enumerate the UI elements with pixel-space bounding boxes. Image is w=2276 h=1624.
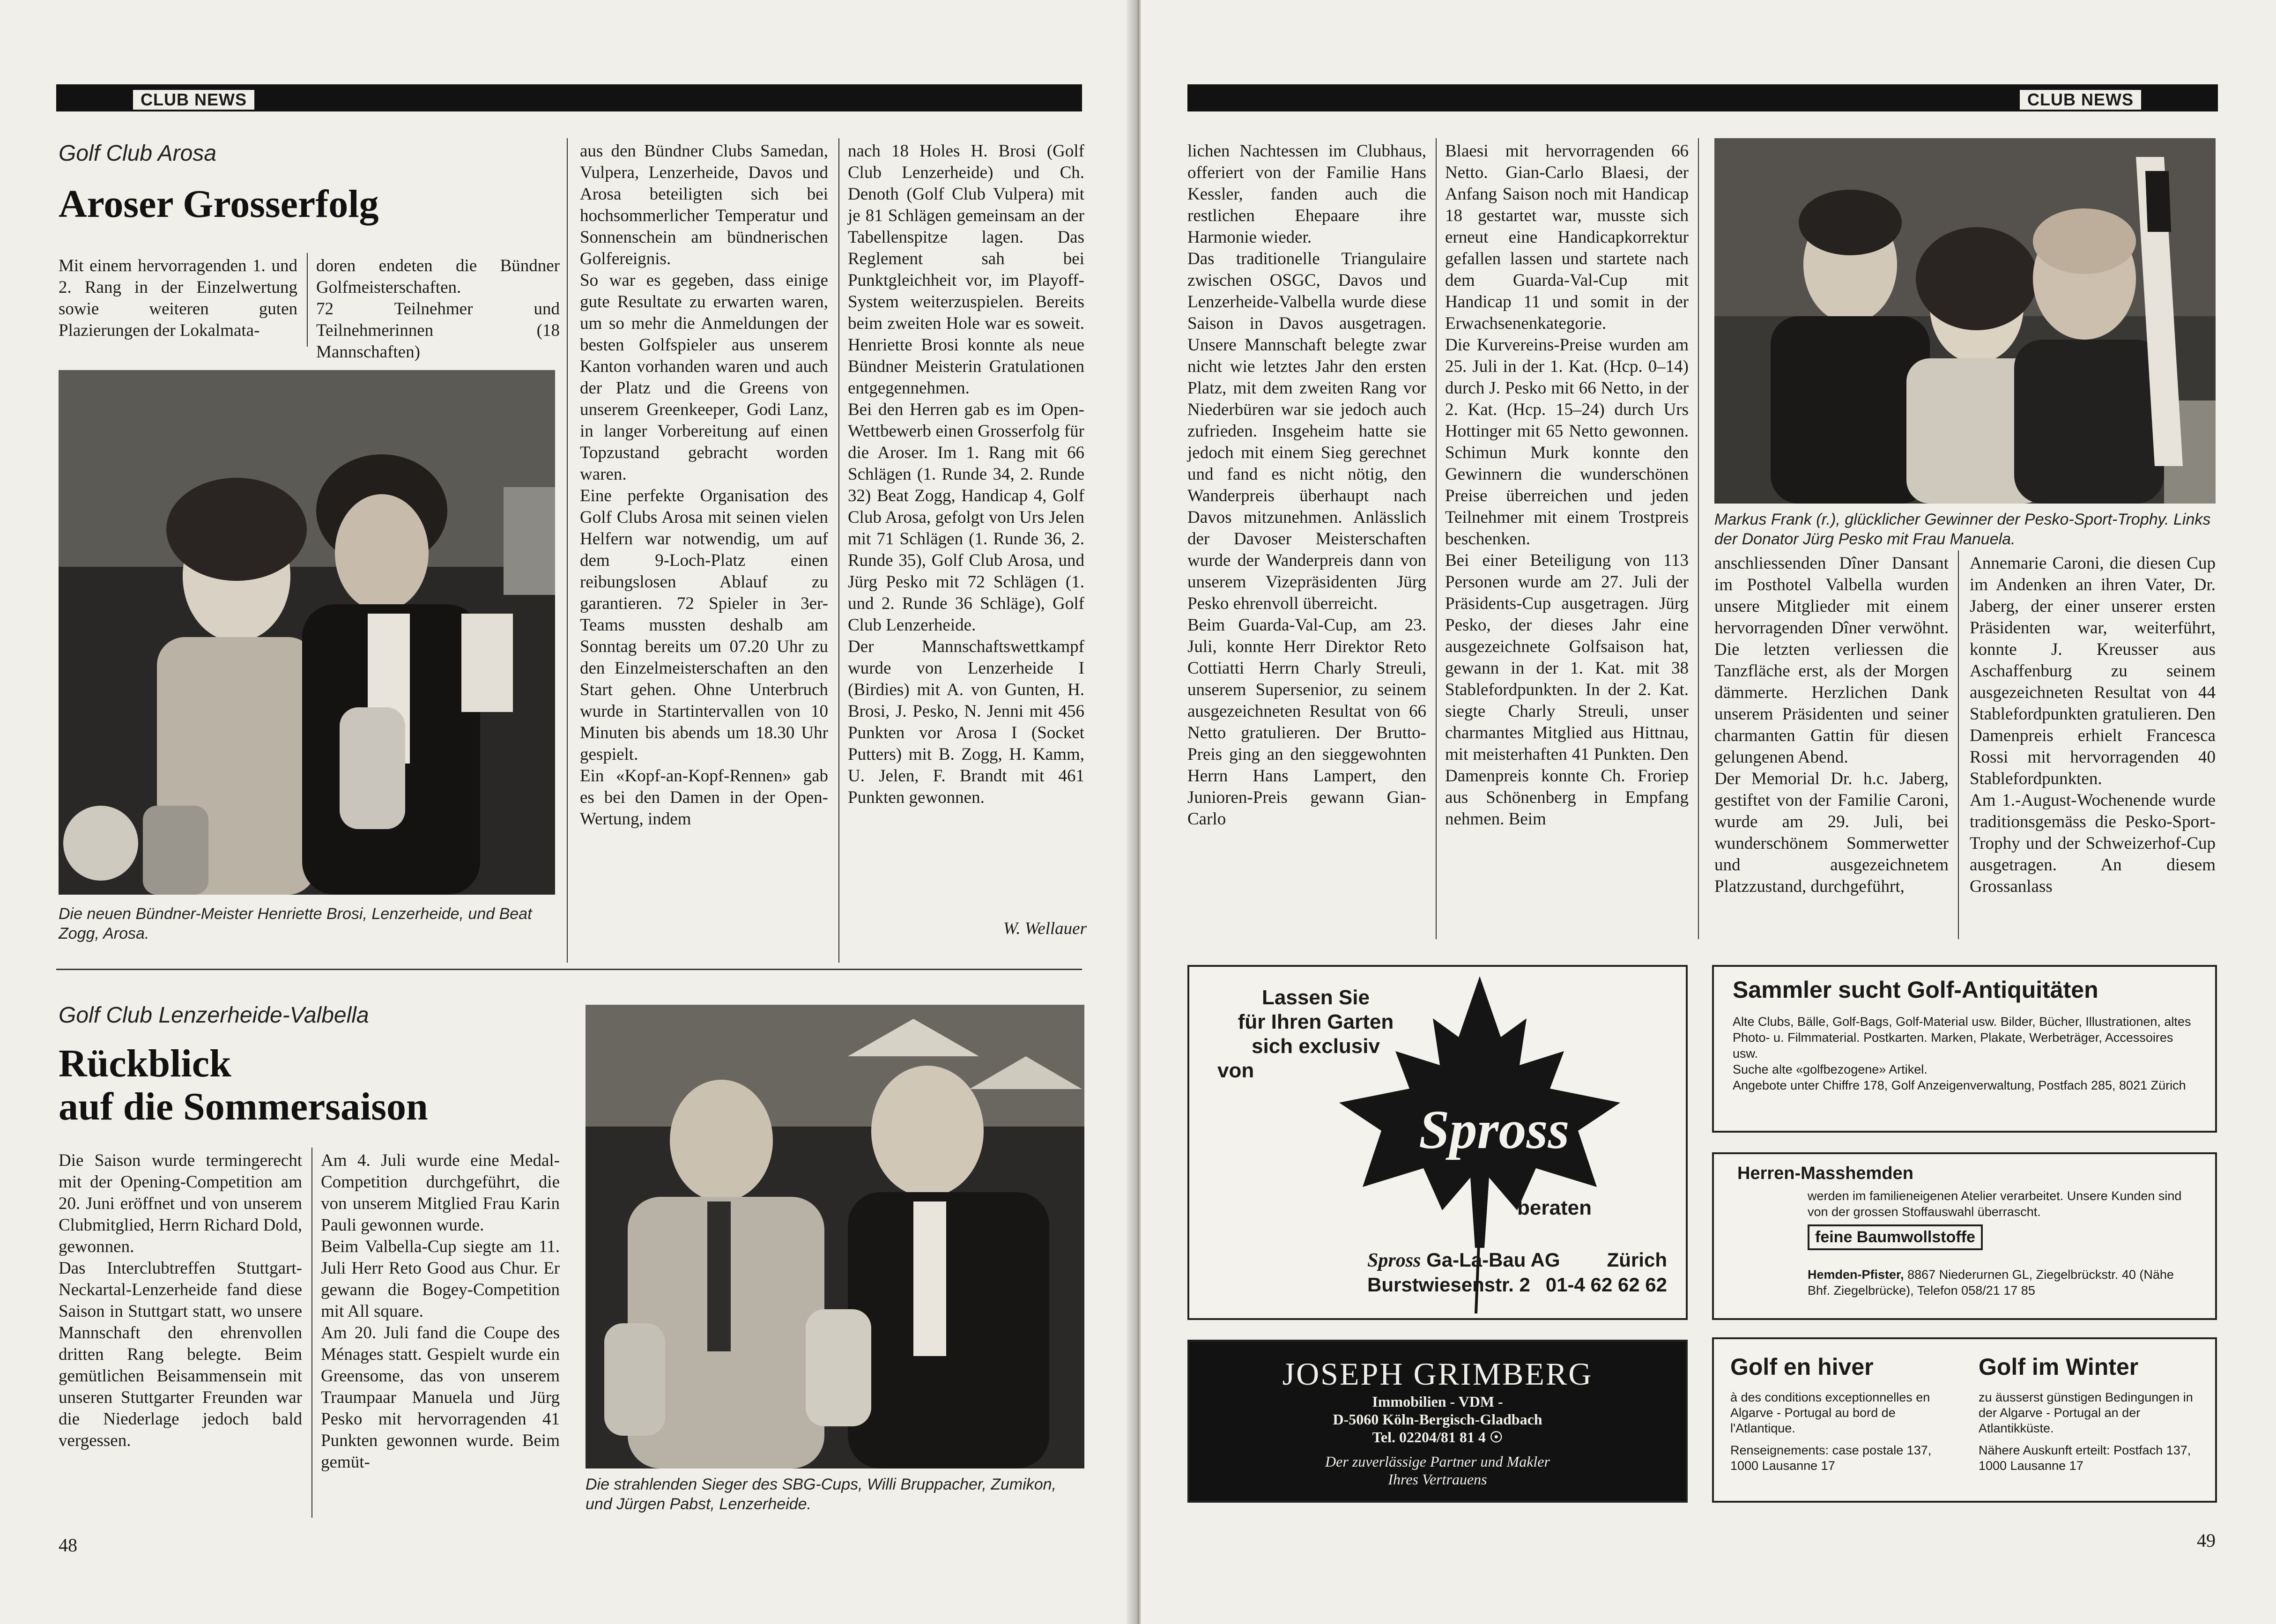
headline-line: Rückblick bbox=[59, 1042, 231, 1085]
grimberg-slogan2: Ihres Vertrauens bbox=[1388, 1471, 1487, 1488]
hiver-text-de2: Nähere Auskunft erteilt: Postfach 137, 1000 Lausanne 17 bbox=[1979, 1443, 2191, 1473]
photo-caption-3: Markus Frank (r.), glücklicher Gewinner der Pesko-Sport-Trophy. Links der Donator Jürg Pesko mit Frau Manuela. bbox=[1714, 511, 2211, 548]
column-rule bbox=[307, 253, 308, 347]
sammler-text2: Suche alte «golfbezogene» Artikel. bbox=[1733, 1062, 1928, 1076]
slogan-line: für Ihren Garten bbox=[1238, 1010, 1394, 1033]
spross-company: Ga-La-Bau AG bbox=[1426, 1249, 1560, 1271]
article1-column-3: aus den Bündner Clubs Samedan, Vulpera, Lenzerheide, Davos und Arosa beteiligten sich bei hochsommerlicher Temperatur und Sonnenschein am bündnerischen Golfereignis. So war es gegeben, dass einige gute Resultate zu erwarten waren, um so mehr die Anmeldungen der besten Golfspieler aus unserem Kanton vorhanden waren und auch der Platz und die Greens von unserem Greenkeeper, Godi Lanz, in langer Vorbereitung auf einen Topzustand gebracht worden waren. Eine perfekte Organisation des Golf Clubs Arosa mit seinen vielen Helfern war notwendig, um auf dem 9-Loch-Platz einen reibungslosen Ablauf zu garantieren. 72 Spieler in 3er-Teams mussten deshalb am Sonntag bereits um 07.20 Uhr zu den Einzelmeisterschaften an den Start gehen. Ohne Unterbruch wurde in Startintervallen von 10 Minuten bis abends um 18.30 Uhr gespielt. Ein «Kopf-an-Kopf-Rennen» gab es bei den Damen in der Open-Wertung, indem bbox=[580, 141, 828, 829]
ad-sammler bbox=[1712, 965, 2217, 1133]
photo-caption-2: Die strahlenden Sieger des SBG-Cups, Willi Bruppacher, Zumikon, und Jürgen Pabst, Lenzerheide. bbox=[586, 1476, 1057, 1513]
spross-address: Burstwiesenstr. 2 bbox=[1367, 1274, 1530, 1296]
spross-beraten: beraten bbox=[1517, 1196, 1592, 1219]
grimberg-slogan1: Der zuverlässige Partner und Makler bbox=[1325, 1453, 1550, 1470]
column-rule bbox=[1698, 138, 1699, 939]
photo-illustration bbox=[586, 1005, 1084, 1468]
club-news-tag: CLUB NEWS bbox=[131, 88, 256, 111]
photo-sbg-cup-winners bbox=[586, 1005, 1084, 1468]
spross-slogan bbox=[1217, 986, 1414, 1083]
column-rule bbox=[1958, 550, 1959, 939]
slogan-line: sich exclusiv bbox=[1252, 1035, 1380, 1058]
section-header-bar bbox=[56, 84, 1082, 111]
intro-column-1: Mit einem hervorragenden 1. und 2. Rang in der Einzelwertung sowie weiteren guten Plazierungen der Lokalmata- bbox=[59, 256, 297, 340]
hiver-fr bbox=[1730, 1353, 1950, 1474]
club-news-tag: CLUB NEWS bbox=[2018, 88, 2143, 111]
hemden-contact-block bbox=[1808, 1267, 2192, 1298]
sammler-text3: Angebote unter Chiffre 178, Golf Anzeigenverwaltung, Postfach 285, 8021 Zürich bbox=[1733, 1078, 2186, 1092]
spross-small-logo: Spross bbox=[1367, 1250, 1421, 1271]
photo-brosi-zogg bbox=[59, 370, 555, 895]
column-rule bbox=[311, 1148, 312, 1518]
hiver-text-de1: zu äusserst günstigen Bedingungen in der Algarve - Portugal an der Atlantikküste. bbox=[1979, 1390, 2193, 1435]
section-header-bar bbox=[1187, 84, 2218, 111]
sammler-text1: Alte Clubs, Bälle, Golf-Bags, Golf-Material usw. Bilder, Bücher, Illustrationen, altes Photo- u. Filmmaterial. Postkarten. Marken, Plakate, Werbeträger, Accessoires usw. bbox=[1733, 1015, 2191, 1060]
spross-city: Zürich bbox=[1607, 1249, 1667, 1271]
article-headline bbox=[59, 1042, 428, 1128]
article1-column-4: nach 18 Holes H. Brosi (Golf Club Lenzerheide) und Ch. Denoth (Golf Club Vulpera) mit je 81 Schlägen gemeinsam an der Tabellenspitze lagen. Das Reglement sah bei Punktgleichheit vor, im Playoff-System weiterzuspielen. Bereits beim zweiten Hole war es soweit. Henriette Brosi konnte als neue Bündner Meisterin Gratulationen entgegennehmen. Bei den Herren gab es im Open-Wettbewerb einen Grosserfolg für die Aroser. Im 1. Rang mit 66 Schlägen (1. Runde 34, 2. Runde 32) Beat Zogg, Handicap 4, Golf Club Arosa, gefolgt von Urs Jelen mit 71 Schlägen (1. Runde 36, 2. Runde 35), Golf Club Arosa, und Jürg Pesko mit 72 Schlägen (1. und 2. Runde 36 Schläge), Golf Club Lenzerheide. Der Mannschaftswettkampf wurde von Lenzerheide I (Birdies) mit A. von Gunten, H. Brosi, J. Pesko, N. Jenni mit 456 Punkten vor Arosa I (Socket Putters) mit B. Zogg, H. Kamm, U. Jelen, F. Brandt mit 461 Punkten gewonnen. bbox=[848, 141, 1084, 807]
ad-spross bbox=[1187, 965, 1688, 1320]
column-rule bbox=[838, 138, 839, 963]
right-column-4: Annemarie Caroni, die diesen Cup im Andenken an ihren Vater, Dr. Jaberg, der einer unserer ersten Präsidenten war, weiterführt, konnte J. Kreusser aus Aschaffenburg zu seinem ausgezeichneten Resultat von 44 Stablefordpunkten gratulieren. Den Damenpreis erhielt Francesca Rossi mit hervorragenden 40 Stablefordpunkten. Am 1.-August-Wochenende wurde traditionsgemäss die Pesko-Sport-Trophy und der Schweizerhof-Cup ausgetragen. An diesem Grossanlass bbox=[1970, 554, 2216, 896]
slogan-line: von bbox=[1217, 1059, 1254, 1082]
sammler-title: Sammler sucht Golf-Antiquitäten bbox=[1733, 977, 2098, 1003]
hemden-contact: 8867 Niederurnen GL, Ziegelbrückstr. 40 (Nähe Bhf. Ziegelbrücke), Telefon 058/21 17 85 bbox=[1808, 1268, 2174, 1298]
author-byline: W. Wellauer bbox=[1003, 919, 1087, 938]
page-number: 49 bbox=[2197, 1530, 2216, 1551]
grimberg-content bbox=[1189, 1356, 1686, 1488]
grimberg-line2: D-5060 Köln-Bergisch-Gladbach bbox=[1333, 1411, 1542, 1428]
sammler-text bbox=[1733, 1014, 2192, 1093]
article-divider bbox=[56, 969, 1082, 970]
spross-contact bbox=[1367, 1248, 1667, 1297]
ad-golf-hiver bbox=[1712, 1337, 2217, 1503]
hiver-de bbox=[1979, 1353, 2199, 1474]
right-column-1: lichen Nachtessen im Clubhaus, offeriert von der Familie Hans Kessler, fanden auch die restlichen Ehepaare ihre Harmonie wieder. Das traditionelle Triangulaire zwischen OSGC, Davos und Lenzerheide-Valbella wurde diese Saison in Davos ausgetragen. Unsere Mannschaft belegte zwar nicht wie letztes Jahr den ersten Platz, mit dem zweiten Rang vor Niederbüren war sie jedoch auch zufrieden. Insgeheim hatte sie jedoch mit einem Sieg gerechnet und fand es nicht nötig, den Wanderpreis überhaupt nach Davos mitzunehmen. Anlässlich der Davoser Meisterschaften wurde der Wanderpreis dann von unserem Vizepräsidenten Jürg Pesko ehrenvoll überreicht. Beim Guarda-Val-Cup, am 23. Juli, konnte Herr Direktor Reto Cottiatti Herrn Charly Streuli, unserem Supersenior, zu seinem ausgezeichneten Resultat von 66 Netto gratulieren. Der Brutto-Preis ging an den sieggewohnten Herrn Hans Lampert, den Junioren-Preis gewann Gian-Carlo bbox=[1187, 141, 1426, 829]
intro-column-2: doren endeten die Bündner Golfmeisterschaften. 72 Teilnehmer und Teilnehmerinnen (18 Mannschaften) bbox=[316, 256, 560, 362]
article-kicker: Golf Club Lenzerheide-Valbella bbox=[59, 1003, 369, 1028]
article2-column-1: Die Saison wurde termingerecht mit der Opening-Competition am 20. Juni eröffnet und von unserem Clubmitglied, Herrn Richard Dold, gewonnen. Das Interclubtreffen Stuttgart-Neckartal-Lenzerheide fand diese Saison in Stuttgart statt, wo unsere Mannschaft den ehrenvollen dritten Rang belegte. Beim gemütlichen Beisammensein mit unseren Stuttgarter Freunden war die Niederlage jedoch bald vergessen. bbox=[59, 1151, 302, 1450]
ad-grimberg bbox=[1187, 1340, 1688, 1503]
page-number: 48 bbox=[59, 1535, 77, 1556]
photo-illustration bbox=[1714, 138, 2216, 504]
spross-logo: Spross bbox=[1419, 1099, 1570, 1160]
grimberg-name: JOSEPH GRIMBERG bbox=[1282, 1356, 1593, 1392]
photo-illustration bbox=[59, 370, 555, 895]
headline-line: auf die Sommersaison bbox=[59, 1085, 428, 1128]
hiver-title-fr: Golf en hiver bbox=[1730, 1354, 1874, 1380]
spross-phone: 01-4 62 62 62 bbox=[1545, 1274, 1667, 1296]
photo-pesko-trophy bbox=[1714, 138, 2216, 504]
photo-caption-1: Die neuen Bündner-Meister Henriette Brosi, Lenzerheide, und Beat Zogg, Arosa. bbox=[59, 905, 532, 942]
article-kicker: Golf Club Arosa bbox=[59, 141, 217, 166]
hemden-boxed: feine Baumwollstoffe bbox=[1808, 1224, 1983, 1250]
right-column-2: Blaesi mit hervorragenden 66 Netto. Gian-Carlo Blaesi, der Anfang Saison noch mit Handicap 18 gestartet war, musste sich erneut eine Handicapkorrektur gefallen lassen und startete nach dem Guarda-Val-Cup mit Handicap 11 und somit in der Erwachsenenkategorie. Die Kurvereins-Preise wurden am 25. Juli in der 1. Kat. (Hcp. 0–14) durch J. Pesko mit 66 Netto, in der 2. Kat. (Hcp. 15–24) durch Urs Hottinger mit 65 Netto gewonnen. Schimun Murk konnte den Gewinnern die wunderschönen Preise überreichen und jeden Teilnehmer mit einem Trostpreis beschenken. Bei einer Beteiligung von 113 Personen wurde am 27. Juli der Präsidents-Cup ausgetragen. Jürg Pesko, der dieses Jahr eine ausgezeichnete Golfsaison hat, gewann in der 1. Kat. mit 38 Stablefordpunkten. In der 2. Kat. siegte Charly Streuli, unser charmantes Mitglied aus Hittnau, mit meisterhaften 41 Punkten. Den Damenpreis konnte Ch. Froriep aus Schönenberg in Empfang nehmen. Beim bbox=[1445, 141, 1689, 829]
ad-hemden bbox=[1712, 1152, 2217, 1320]
slogan-line: Lassen Sie bbox=[1262, 986, 1370, 1009]
column-rule bbox=[1436, 138, 1437, 939]
hiver-text-fr2: Renseignements: case postale 137, 1000 Lausanne 17 bbox=[1730, 1443, 1932, 1473]
hemden-contact-name: Hemden-Pfister, bbox=[1808, 1268, 1904, 1282]
hemden-title: Herren-Masshemden bbox=[1737, 1164, 1913, 1183]
spross-contact-line1 bbox=[1367, 1248, 1667, 1273]
right-column-3: anschliessenden Dîner Dansant im Posthotel Valbella wurden unsere Mitglieder mit einem hervorragenden Dîner verwöhnt. Die letzten verliessen die Tanzfläche erst, als der Morgen dämmerte. Herzlichen Dank unserem Präsidenten und seiner charmanten Gattin für diesen gelungenen Abend. Der Memorial Dr. h.c. Jaberg, gestiftet von der Familie Caroni, wurde am 29. Juli, bei wunderschönem Sommerwetter und ausgezeichnetem Platzzustand, durchgeführt, bbox=[1714, 554, 1949, 896]
hemden-text: werden im familieneigenen Atelier verarbeitet. Unsere Kunden sind von der grossen Stoffauswahl überrascht. bbox=[1808, 1189, 2182, 1219]
article-headline: Aroser Grosserfolg bbox=[59, 182, 379, 226]
grimberg-line1: Immobilien - VDM - bbox=[1372, 1393, 1503, 1410]
spross-contact-line2 bbox=[1367, 1273, 1667, 1297]
article2-column-2: Am 4. Juli wurde eine Medal-Competition durchgeführt, die von unserem Mitglied Frau Karin Pauli gewonnen wurde. Beim Valbella-Cup siegte am 11. Juli Herr Reto Good aus Chur. Er gewann die Bogey-Competition mit All square. Am 20. Juli fand die Coupe des Ménages statt. Gespielt wurde ein Greensome, das von unserem Traumpaar Manuela und Jürg Pesko mit hervorragenden 41 Punkten gewonnen wurde. Beim gemüt- bbox=[321, 1151, 560, 1472]
page-48 bbox=[0, 0, 1136, 1624]
column-rule bbox=[567, 138, 568, 963]
grimberg-phone: Tel. 02204/81 81 4 ☉ bbox=[1372, 1429, 1503, 1446]
hiver-text-fr1: à des conditions exceptionnelles en Algarve - Portugal au bord de l'Atlantique. bbox=[1730, 1390, 1930, 1435]
hiver-title-de: Golf im Winter bbox=[1979, 1354, 2139, 1380]
page-49 bbox=[1141, 0, 2276, 1624]
